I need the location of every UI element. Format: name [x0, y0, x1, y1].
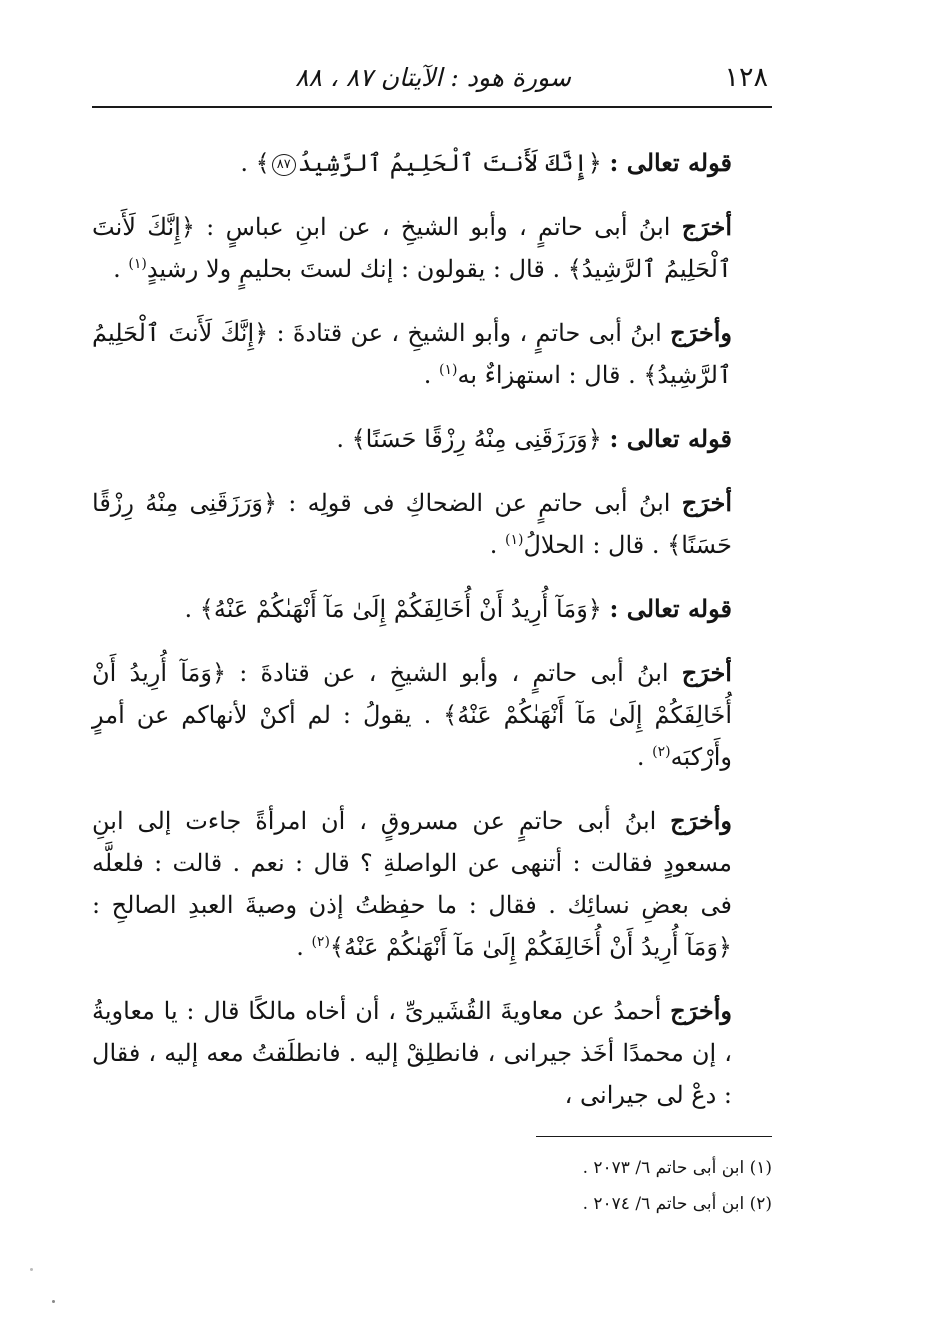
scan-speck	[52, 1300, 55, 1303]
footnote-reference[interactable]: (٢)	[652, 744, 671, 760]
page-header	[92, 58, 774, 98]
paragraph-end: .	[113, 255, 129, 283]
quran-quote: ﴿وَمَآ أُرِيدُ أَنْ أُخَالِفَكُمْ إِلَىٰ مَآ أَنْهَىٰكُمْ عَنْهُ﴾ .	[184, 595, 602, 623]
paragraph-text: ابنُ أبى حاتمٍ ، وأبو الشيخِ ، عن قتادةَ : ﴿وَمَآ أُرِيدُ أَنْ أُخَالِفَكُمْ إِلَىٰ مَآ أَنْهَىٰكُمْ عَنْهُ﴾ . يقولُ : لم أكنْ لأنهاكم عن أمرٍ وأَرْكبَه	[92, 659, 732, 771]
narration-paragraph	[92, 652, 732, 778]
footnote-reference[interactable]: (١)	[504, 532, 524, 548]
paragraph-end: .	[296, 933, 312, 961]
footnote-reference[interactable]: (١)	[128, 256, 147, 272]
running-title: سورة هود : الآيتان ٨٧ ، ٨٨	[295, 63, 571, 92]
narration-paragraph	[92, 312, 732, 396]
main-text	[92, 142, 732, 1138]
footnote-reference[interactable]: (٢)	[311, 934, 330, 950]
quote-close: ﴾ .	[240, 149, 270, 177]
paragraph-end: .	[636, 743, 653, 771]
paragraph-text: ابنُ أبى حاتمٍ ، وأبو الشيخِ ، عن ابنِ عباسٍ : ﴿إِنَّكَ لَأَنتَ ٱلْحَلِيمُ ٱلرَّشِيدُ﴾ . قال : يقولون : إنك لستَ بحليمٍ ولا رشيدٍ	[92, 213, 732, 283]
scan-speck	[30, 1268, 33, 1271]
footnotes	[92, 1150, 772, 1222]
ayah-number-marker: ٨٧	[272, 154, 296, 176]
narration-paragraph	[92, 800, 732, 968]
heading-lead: قوله تعالى :	[609, 148, 732, 177]
paragraph-text: أحمدُ عن معاويةَ القُشَيرىِّ ، أن أخاه مالكًا قال : يا معاويةُ ، إن محمدًا أخَذ جيرانى ، فانطلِقْ إليه . فانطلَقتُ معه إليه ، فقال : دعْ لى جيرانى ،	[92, 997, 733, 1109]
verse-heading	[92, 418, 732, 460]
paragraph-text: ابنُ أبى حاتمٍ عن الضحاكِ فى قولِه : ﴿وَرَزَقَنِى مِنْهُ رِزْقًا حَسَنًا﴾ . قال : الحلالُ	[92, 489, 732, 559]
paragraph-lead: أخرَج	[681, 658, 732, 687]
verse-heading	[92, 142, 732, 184]
paragraph-lead: أخرَج	[681, 212, 732, 241]
paragraph-text: ابنُ أبى حاتمٍ ، وأبو الشيخِ ، عن قتادةَ : ﴿إِنَّكَ لَأَنتَ ٱلْحَلِيمُ ٱلرَّشِيدُ﴾ . قال : استهزاءٌ به	[92, 319, 732, 389]
footnote-item: (١) ابن أبى حاتم ٦/ ٢٠٧٣ .	[582, 1158, 772, 1178]
paragraph-end: .	[423, 361, 439, 389]
paragraph-end: .	[489, 531, 505, 559]
header-rule	[92, 106, 772, 108]
quran-quote: ﴿وَرَزَقَنِى مِنْهُ رِزْقًا حَسَنًا﴾ .	[336, 425, 602, 453]
paragraph-lead: وأخرَج	[670, 318, 732, 347]
footnote-reference[interactable]: (١)	[438, 362, 458, 378]
footnote-item: (٢) ابن أبى حاتم ٦/ ٢٠٧٤ .	[582, 1194, 772, 1214]
paragraph-lead: وأخرَج	[670, 996, 732, 1025]
quran-quote: ﴿إِنَّكَ لَأَنتَ ٱلْحَلِيمُ ٱلرَّشِيدُ	[297, 149, 602, 177]
page-number: ١٢٨	[724, 62, 768, 93]
paragraph-lead: وأخرَج	[670, 806, 732, 835]
footnote-rule	[536, 1136, 772, 1137]
paragraph-text: ابنُ أبى حاتمٍ عن مسروقٍ ، أن امرأةً جاءت إلى ابنِ مسعودٍ فقالت : أتنهى عن الواصلةِ ؟ قال : نعم . قالت : فلعلَّه فى بعضِ نسائِك . فقال : ما حفِظتُ إذن وصيةَ العبدِ الصالحِ : ﴿وَمَآ أُرِيدُ أَنْ أُخَالِفَكُمْ إِلَىٰ مَآ أَنْهَىٰكُمْ عَنْهُ﴾	[92, 807, 732, 961]
narration-paragraph	[92, 482, 732, 566]
heading-lead: قوله تعالى :	[609, 424, 732, 453]
verse-heading	[92, 588, 732, 630]
paragraph-lead: أخرَج	[681, 488, 732, 517]
narration-paragraph	[92, 990, 732, 1116]
heading-lead: قوله تعالى :	[609, 594, 732, 623]
narration-paragraph	[92, 206, 732, 290]
